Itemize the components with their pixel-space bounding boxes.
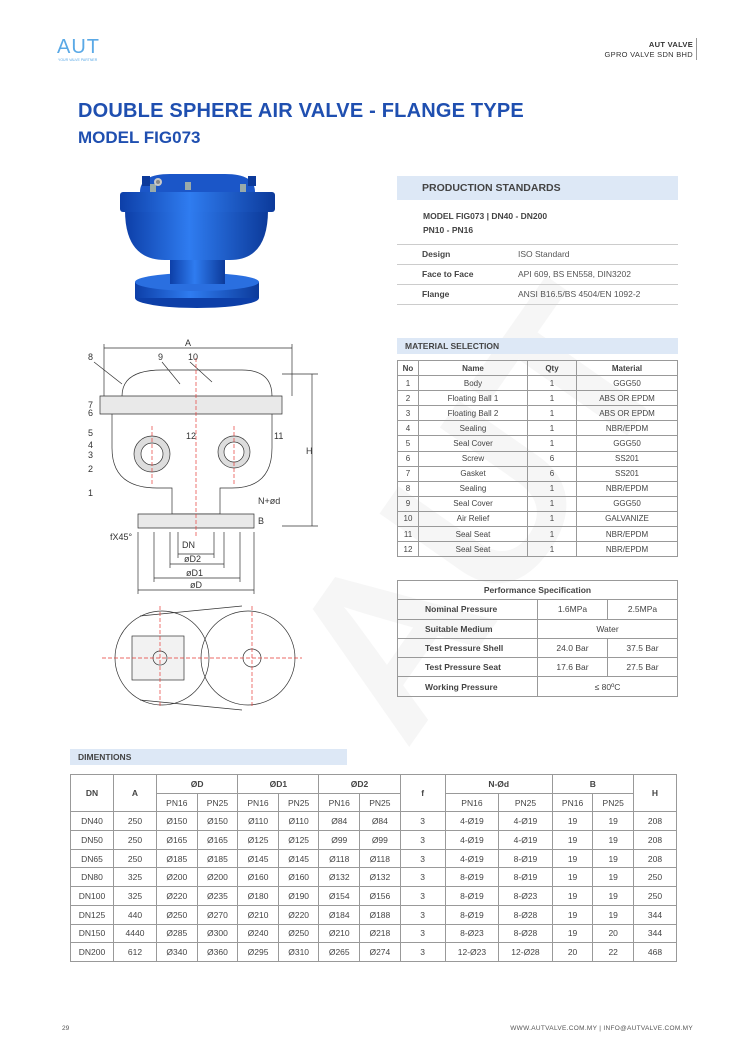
table-cell: Floating Ball 1 (419, 391, 528, 406)
table-cell: 8-Ø23 (445, 924, 499, 943)
table-cell: 8-Ø19 (499, 849, 553, 868)
table-cell: 2 (398, 391, 419, 406)
table-cell: 19 (593, 849, 634, 868)
model-subtitle: MODEL FIG073 (78, 128, 201, 147)
callout-12: 12 (186, 431, 197, 441)
table-cell: Seal Seat (419, 527, 528, 542)
page-number: 29 (62, 1025, 70, 1032)
pn16-label: PN16 (552, 793, 593, 812)
table-cell: 6 (528, 451, 577, 466)
callout-10: 10 (188, 352, 199, 362)
table-cell: 19 (552, 924, 593, 943)
table-cell: 8-Ø23 (499, 887, 553, 906)
table-cell: Ø150 (157, 812, 198, 831)
table-cell: DN200 (71, 943, 114, 962)
table-cell: 6 (398, 451, 419, 466)
table-cell: ABS OR EPDM (577, 406, 678, 421)
col-h: H (634, 775, 677, 812)
table-cell: 19 (593, 905, 634, 924)
table-cell: DN50 (71, 831, 114, 850)
table-row (71, 943, 677, 962)
table-cell: Ø240 (238, 924, 279, 943)
table-cell: 19 (552, 849, 593, 868)
table-cell: 4-Ø19 (499, 831, 553, 850)
table-cell: 8-Ø28 (499, 924, 553, 943)
table-header-row (71, 775, 677, 794)
footer-contact: WWW.AUTVALVE.COM.MY | INFO@AUTVALVE.COM.MY (510, 1025, 693, 1032)
table-cell: Ø200 (197, 868, 238, 887)
col-qty: Qty (528, 361, 577, 376)
pn16-label: PN16 (445, 793, 499, 812)
pn25-label: PN25 (360, 793, 401, 812)
table-cell: 12 (398, 542, 419, 557)
table-cell: 208 (634, 849, 677, 868)
table-cell: Ø180 (238, 887, 279, 906)
table-cell: 1 (528, 376, 577, 391)
table-cell: Ø84 (360, 812, 401, 831)
table-cell: Ø165 (197, 831, 238, 850)
callout-5: 5 (88, 428, 94, 438)
col-a: A (114, 775, 157, 812)
perf-value: 17.6 Bar (538, 658, 608, 677)
table-cell: 325 (114, 868, 157, 887)
company-header (605, 40, 693, 60)
table-row (398, 466, 678, 481)
model-range-line1: MODEL FIG073 | DN40 - DN200 (423, 211, 548, 221)
table-cell: Ø210 (319, 924, 360, 943)
perf-key: Test Pressure Shell (398, 638, 538, 657)
technical-drawing (82, 336, 327, 721)
table-cell: 11 (398, 527, 419, 542)
model-range (423, 209, 547, 237)
table-cell: 22 (593, 943, 634, 962)
table-row (398, 581, 678, 600)
table-cell: Ø185 (157, 849, 198, 868)
standard-row (397, 264, 678, 285)
standard-value: ISO Standard (518, 249, 570, 259)
table-row (398, 511, 678, 526)
standard-value: ANSI B16.5/BS 4504/EN 1092-2 (518, 289, 641, 299)
dimensions-table (70, 774, 677, 962)
table-cell: Ø285 (157, 924, 198, 943)
table-cell: 19 (593, 868, 634, 887)
dim-h-label: H (306, 446, 313, 456)
pn25-label: PN25 (278, 793, 319, 812)
table-row (71, 887, 677, 906)
callout-8: 8 (88, 352, 94, 362)
table-cell: 1 (528, 436, 577, 451)
table-cell: 250 (634, 868, 677, 887)
table-cell: Ø156 (360, 887, 401, 906)
table-cell: 8-Ø19 (499, 868, 553, 887)
table-cell: 10 (398, 511, 419, 526)
table-cell: DN150 (71, 924, 114, 943)
standard-key: Flange (422, 289, 450, 299)
callout-3: 3 (88, 450, 94, 460)
col-name: Name (419, 361, 528, 376)
table-cell: 8-Ø19 (445, 887, 499, 906)
table-cell: Ø188 (360, 905, 401, 924)
perf-value: 27.5 Bar (608, 658, 678, 677)
table-cell: Ø150 (197, 812, 238, 831)
table-cell: ABS OR EPDM (577, 391, 678, 406)
table-cell: 1 (528, 481, 577, 496)
table-cell: Seal Cover (419, 436, 528, 451)
table-cell: Ø118 (319, 849, 360, 868)
table-cell: 3 (400, 924, 445, 943)
table-cell: 3 (400, 812, 445, 831)
table-row (71, 924, 677, 943)
pn16-label: PN16 (157, 793, 198, 812)
table-cell: 4-Ø19 (445, 849, 499, 868)
table-row (398, 406, 678, 421)
table-cell: Ø145 (278, 849, 319, 868)
dim-fx-label: fX45° (110, 532, 133, 542)
table-cell: GGG50 (577, 436, 678, 451)
col-d1: ØD1 (238, 775, 319, 794)
callout-4: 4 (88, 440, 94, 450)
table-cell: Sealing (419, 481, 528, 496)
table-cell: 8-Ø19 (445, 905, 499, 924)
table-row (398, 527, 678, 542)
table-cell: Gasket (419, 466, 528, 481)
table-cell: 612 (114, 943, 157, 962)
logo: AUT (57, 36, 100, 58)
perf-key: Test Pressure Seat (398, 658, 538, 677)
table-cell: Ø125 (278, 831, 319, 850)
model-range-line2: PN10 - PN16 (423, 225, 474, 235)
table-cell: Ø310 (278, 943, 319, 962)
table-cell: 1 (528, 421, 577, 436)
table-cell: 208 (634, 831, 677, 850)
table-cell: Ø218 (360, 924, 401, 943)
callout-1: 1 (88, 488, 94, 498)
standard-row (397, 244, 678, 265)
table-cell: Ø110 (278, 812, 319, 831)
standard-row (397, 284, 678, 305)
table-row (71, 831, 677, 850)
table-cell: Ø274 (360, 943, 401, 962)
table-cell: Ø220 (278, 905, 319, 924)
table-cell: 12-Ø23 (445, 943, 499, 962)
table-row (71, 905, 677, 924)
table-cell: SS201 (577, 466, 678, 481)
dim-d1-label: øD1 (186, 568, 204, 578)
table-row (398, 542, 678, 557)
table-cell: 19 (552, 868, 593, 887)
table-cell: 1 (528, 527, 577, 542)
table-cell: Body (419, 376, 528, 391)
table-cell: 4-Ø19 (445, 812, 499, 831)
pn25-label: PN25 (197, 793, 238, 812)
table-row (71, 812, 677, 831)
dim-b-label: B (258, 516, 265, 526)
perf-value: 2.5MPa (608, 600, 678, 619)
table-cell: Ø145 (238, 849, 279, 868)
table-cell: 325 (114, 887, 157, 906)
col-no: No (398, 361, 419, 376)
performance-heading: Performance Specification (398, 581, 678, 600)
table-cell: 250 (634, 887, 677, 906)
material-rows (398, 376, 678, 557)
table-cell: 5 (398, 436, 419, 451)
table-cell: Ø360 (197, 943, 238, 962)
table-cell: 8 (398, 481, 419, 496)
table-cell: Ø220 (157, 887, 198, 906)
pn16-label: PN16 (319, 793, 360, 812)
table-cell: 9 (398, 496, 419, 511)
table-cell: Ø99 (360, 831, 401, 850)
table-cell: Ø184 (319, 905, 360, 924)
table-cell: Ø340 (157, 943, 198, 962)
perf-value: 24.0 Bar (538, 638, 608, 657)
table-cell: 208 (634, 812, 677, 831)
table-cell: 3 (400, 868, 445, 887)
pn25-label: PN25 (593, 793, 634, 812)
table-cell: Floating Ball 2 (419, 406, 528, 421)
page-title: DOUBLE SPHERE AIR VALVE - FLANGE TYPE (78, 100, 524, 122)
table-row (71, 868, 677, 887)
table-row (398, 658, 678, 677)
table-cell: 344 (634, 924, 677, 943)
table-cell: Ø165 (157, 831, 198, 850)
table-cell: SS201 (577, 451, 678, 466)
table-cell: 19 (593, 812, 634, 831)
table-cell: NBR/EPDM (577, 421, 678, 436)
table-cell: Ø185 (197, 849, 238, 868)
table-cell: 8-Ø28 (499, 905, 553, 924)
table-cell: 3 (400, 943, 445, 962)
company-name: AUT VALVE (648, 40, 693, 49)
table-cell: DN125 (71, 905, 114, 924)
table-cell: Ø300 (197, 924, 238, 943)
col-dn: DN (71, 775, 114, 812)
table-cell: DN80 (71, 868, 114, 887)
table-cell: 1 (398, 376, 419, 391)
perf-value: Water (538, 619, 678, 638)
table-cell: DN40 (71, 812, 114, 831)
standard-value: API 609, BS EN558, DIN3202 (518, 269, 631, 279)
dim-a-label: A (185, 338, 192, 348)
table-cell: Ø190 (278, 887, 319, 906)
table-cell: Ø295 (238, 943, 279, 962)
table-cell: Ø154 (319, 887, 360, 906)
callout-7: 7 (88, 400, 94, 410)
table-cell: 4-Ø19 (445, 831, 499, 850)
table-row (398, 376, 678, 391)
table-cell: 4 (398, 421, 419, 436)
table-cell: NBR/EPDM (577, 527, 678, 542)
company-legal-name: GPRO VALVE SDN BHD (604, 50, 693, 59)
table-cell: Ø160 (238, 868, 279, 887)
table-cell: 7 (398, 466, 419, 481)
callout-9: 9 (158, 352, 164, 362)
table-cell: 344 (634, 905, 677, 924)
material-table (397, 360, 678, 557)
production-standards-heading: PRODUCTION STANDARDS (397, 176, 678, 200)
table-cell: 1 (528, 542, 577, 557)
table-row (398, 677, 678, 696)
table-cell: Ø250 (157, 905, 198, 924)
table-cell: 3 (398, 406, 419, 421)
table-cell: Ø235 (197, 887, 238, 906)
col-n: N-Ød (445, 775, 552, 794)
table-row (398, 436, 678, 451)
table-cell: 250 (114, 849, 157, 868)
valve-photo (110, 170, 285, 315)
table-cell: 8-Ø19 (445, 868, 499, 887)
table-cell: Ø210 (238, 905, 279, 924)
pn16-label: PN16 (238, 793, 279, 812)
perf-value: 37.5 Bar (608, 638, 678, 657)
table-cell: Sealing (419, 421, 528, 436)
table-cell: Ø265 (319, 943, 360, 962)
table-cell: 4440 (114, 924, 157, 943)
table-cell: 1 (528, 496, 577, 511)
callout-6: 6 (88, 408, 94, 418)
table-cell: 19 (593, 887, 634, 906)
table-cell: 3 (400, 849, 445, 868)
table-cell: Ø99 (319, 831, 360, 850)
table-cell: 6 (528, 466, 577, 481)
dim-d2-label: øD2 (184, 554, 202, 564)
dimensions-heading: DIMENTIONS (70, 749, 347, 765)
callout-11: 11 (274, 431, 284, 441)
table-cell: 20 (552, 943, 593, 962)
table-cell: 19 (593, 831, 634, 850)
table-cell: DN100 (71, 887, 114, 906)
table-cell: NBR/EPDM (577, 481, 678, 496)
col-d2: ØD2 (319, 775, 400, 794)
dim-dn-label: DN (182, 540, 195, 550)
table-cell: 12-Ø28 (499, 943, 553, 962)
table-cell: 19 (552, 905, 593, 924)
table-row (398, 391, 678, 406)
standard-key: Design (422, 249, 451, 259)
perf-value: ≤ 80ºC (538, 677, 678, 696)
callout-2: 2 (88, 464, 94, 474)
table-cell: Seal Cover (419, 496, 528, 511)
dim-d-label: øD (190, 580, 202, 590)
table-cell: 20 (593, 924, 634, 943)
table-cell: 3 (400, 831, 445, 850)
table-cell: Seal Seat (419, 542, 528, 557)
table-row (398, 600, 678, 619)
col-material: Material (577, 361, 678, 376)
standard-key: Face to Face (422, 269, 474, 279)
table-cell: 3 (400, 905, 445, 924)
pn25-label: PN25 (499, 793, 553, 812)
material-selection-heading: MATERIAL SELECTION (397, 338, 678, 354)
perf-value: 1.6MPa (538, 600, 608, 619)
table-cell: NBR/EPDM (577, 542, 678, 557)
table-header-row (398, 361, 678, 376)
table-cell: GGG50 (577, 376, 678, 391)
table-row (398, 619, 678, 638)
table-row (71, 849, 677, 868)
perf-key: Suitable Medium (398, 619, 538, 638)
perf-key: Nominal Pressure (398, 600, 538, 619)
table-cell: Ø132 (319, 868, 360, 887)
table-cell: 3 (400, 887, 445, 906)
table-cell: 4-Ø19 (499, 812, 553, 831)
table-cell: Ø110 (238, 812, 279, 831)
table-cell: Ø84 (319, 812, 360, 831)
col-f: f (400, 775, 445, 812)
table-cell: Screw (419, 451, 528, 466)
table-cell: 468 (634, 943, 677, 962)
table-cell: 19 (552, 812, 593, 831)
table-subheader-row (71, 793, 677, 812)
performance-table (397, 580, 678, 697)
table-cell: Ø250 (278, 924, 319, 943)
table-cell: GALVANIZE (577, 511, 678, 526)
table-cell: Ø118 (360, 849, 401, 868)
table-cell: 440 (114, 905, 157, 924)
col-b: B (552, 775, 633, 794)
table-cell: Ø200 (157, 868, 198, 887)
table-cell: Ø160 (278, 868, 319, 887)
table-cell: Ø125 (238, 831, 279, 850)
table-row (398, 481, 678, 496)
table-cell: 250 (114, 812, 157, 831)
table-cell: 250 (114, 831, 157, 850)
table-cell: 19 (552, 831, 593, 850)
col-d: ØD (157, 775, 238, 794)
header-divider (696, 38, 697, 60)
table-cell: Ø132 (360, 868, 401, 887)
perf-key: Working Pressure (398, 677, 538, 696)
table-cell: Air Relief (419, 511, 528, 526)
dim-nd-label: N+ød (258, 496, 281, 506)
table-cell: 19 (552, 887, 593, 906)
table-row (398, 496, 678, 511)
table-cell: 1 (528, 391, 577, 406)
table-row (398, 638, 678, 657)
dimension-rows (71, 812, 677, 962)
table-cell: DN65 (71, 849, 114, 868)
table-cell: 1 (528, 511, 577, 526)
logo-tagline: YOUR VALVE PARTNER (58, 58, 98, 62)
table-cell: GGG50 (577, 496, 678, 511)
table-cell: 1 (528, 406, 577, 421)
table-row (398, 451, 678, 466)
table-cell: Ø270 (197, 905, 238, 924)
table-row (398, 421, 678, 436)
